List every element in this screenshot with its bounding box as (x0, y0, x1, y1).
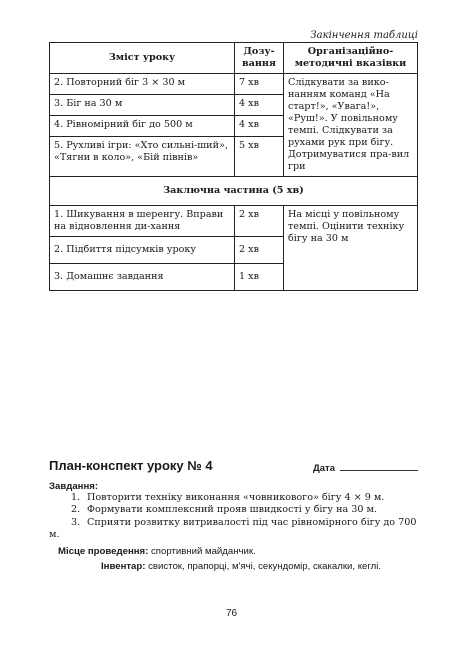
header-notes: Організаційно-методичні вказівки (284, 43, 418, 74)
table-row (50, 206, 418, 237)
row-content: 1. Шикування в шеренгу. Вправи на відновлення ди-хання (50, 206, 235, 237)
row-content: 3. Домашнє завдання (50, 264, 235, 291)
inventory-label: Інвентар: (101, 561, 146, 572)
inventory-value: свисток, прапорці, м'ячі, секундомір, скакалки, кеглі. (148, 561, 382, 572)
place-label: Місце проведення: (58, 546, 149, 557)
plan-title: План-конспект уроку № 4 (49, 458, 213, 473)
header-content: Зміст уроку (50, 43, 235, 74)
main-notes: Слідкувати за вико-нанням команд «На старт!», «Увага!», «Руш!». У повільному темпі. Слідкувати за рухами рук при бігу. Дотримуватися пра-вил гри (284, 74, 418, 177)
list-item (49, 517, 421, 542)
tasks-list (49, 492, 421, 541)
task-text: Формувати комплексний прояв швидкості у бігу на 30 м. (87, 504, 378, 516)
section-title: Заключна частина (5 хв) (50, 177, 418, 206)
table-header-row (50, 43, 418, 74)
list-item (49, 492, 421, 504)
row-content: 4. Рівномірний біг до 500 м (50, 116, 235, 137)
row-content: 5. Рухливі ігри: «Хто сильні-ший», «Тягни в коло», «Бій півнів» (50, 137, 235, 177)
row-dose: 2 хв (235, 237, 284, 264)
row-dose: 1 хв (235, 264, 284, 291)
row-dose: 2 хв (235, 206, 284, 237)
task-number: 1. (71, 492, 81, 503)
task-text: Сприяти розвитку витривалості під час рівномірного бігу до 700 м. (49, 516, 417, 540)
place-line (58, 546, 256, 557)
date-field (313, 461, 418, 474)
row-content: 2. Повторний біг 3 × 30 м (50, 74, 235, 95)
task-text: Повторити техніку виконання «човникового» бігу 4 × 9 м. (87, 492, 385, 503)
list-item (49, 504, 421, 516)
section-row (50, 177, 418, 206)
final-notes: На місці у повільному темпі. Оцінити техніку бігу на 30 м (284, 206, 418, 291)
row-dose: 4 хв (235, 95, 284, 116)
page-number: 76 (226, 608, 238, 619)
row-dose: 4 хв (235, 116, 284, 137)
date-line (340, 461, 418, 471)
row-dose: 7 хв (235, 74, 284, 95)
task-number: 3. (71, 516, 81, 528)
table-row (50, 74, 418, 95)
task-number: 2. (71, 504, 81, 516)
row-dose: 5 хв (235, 137, 284, 177)
header-dose: Дозу-вання (235, 43, 284, 74)
row-content: 3. Біг на 30 м (50, 95, 235, 116)
place-value: спортивний майданчик. (151, 546, 256, 557)
table-continuation-note: Закінчення таблиці (310, 30, 418, 41)
row-content: 2. Підбиття підсумків уроку (50, 237, 235, 264)
inventory-line (101, 561, 421, 573)
lesson-table (49, 42, 418, 291)
date-label: Дата (313, 463, 335, 474)
tasks-label: Завдання: (49, 481, 99, 492)
